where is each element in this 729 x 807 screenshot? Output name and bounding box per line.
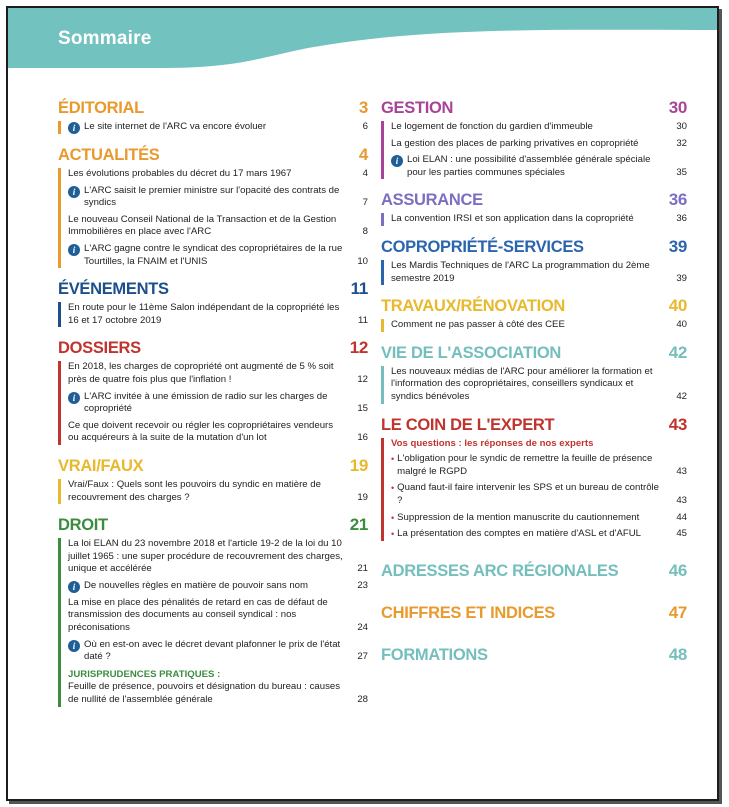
section-page: 47 (668, 602, 687, 622)
section-page: 48 (668, 644, 687, 664)
toc-section-assurance (381, 190, 687, 226)
toc-entry-page: 15 (357, 403, 368, 415)
section-heading-evenements[interactable] (58, 279, 368, 299)
toc-section-actualites (58, 145, 368, 268)
toc-entry[interactable] (391, 482, 687, 507)
header-banner (8, 8, 717, 70)
toc-entry[interactable] (391, 138, 687, 151)
section-title: VRAI/FAUX (58, 456, 144, 475)
section-heading-droit[interactable] (58, 515, 368, 535)
toc-entry-label: Le site internet de l'ARC va encore évoluer (84, 121, 267, 132)
section-title: DOSSIERS (58, 339, 141, 358)
section-page: 43 (668, 414, 687, 434)
toc-right-column (381, 98, 687, 665)
info-icon: i (68, 581, 80, 593)
toc-entry[interactable] (391, 453, 687, 478)
toc-entry-page: 8 (362, 226, 368, 238)
toc-entry-text (68, 302, 354, 327)
toc-section-evenements (58, 279, 368, 327)
toc-entry-page: 10 (357, 255, 368, 267)
section-title: GESTION (381, 99, 454, 117)
section-heading-editorial[interactable] (58, 98, 368, 118)
section-entries (58, 361, 368, 445)
toc-entry-page: 16 (357, 432, 368, 444)
toc-section-travaux (381, 296, 687, 332)
section-page: 30 (668, 98, 687, 117)
toc-entry[interactable] (68, 681, 368, 706)
toc-entry-text (68, 185, 354, 210)
toc-entry-text (391, 154, 673, 179)
section-entries (381, 438, 687, 541)
toc-entry-text (391, 138, 673, 151)
section-title: ACTUALITÉS (58, 146, 160, 164)
bullet-icon: • (391, 529, 395, 540)
toc-section-editorial (58, 98, 368, 134)
toc-entry-text (68, 580, 354, 593)
section-entries (58, 479, 368, 504)
toc-left-column (58, 98, 368, 718)
toc-entry-label: Le logement de fonction du gardien d'immeuble (391, 121, 593, 132)
section-page: 36 (668, 190, 687, 210)
page-frame (6, 6, 719, 801)
toc-entry-text (68, 361, 354, 386)
toc-entry-text (391, 366, 673, 404)
toc-entry[interactable] (68, 639, 368, 664)
section-title: ÉDITORIAL (58, 99, 144, 117)
toc-entry[interactable] (68, 185, 368, 210)
toc-section-dossiers (58, 338, 368, 445)
section-heading-actualites[interactable] (58, 145, 368, 165)
toc-entry-page: 6 (362, 121, 368, 133)
toc-entry-label: Vrai/Faux : Quels sont les pouvoirs du syndic en matière de recouvrement des charges ? (68, 478, 321, 503)
toc-entry-label: Les Mardis Techniques de l'ARC La programmation du 2ème semestre 2019 (391, 259, 650, 284)
toc-entry[interactable] (391, 366, 687, 404)
section-page: 19 (349, 455, 368, 475)
toc-entry[interactable] (391, 512, 687, 525)
toc-entry-label: La loi ELAN du 23 novembre 2018 et l'article 19-2 de la loi du 10 juillet 1965 : une super procédure de recouvrement des charges, unique et accélérée (68, 538, 343, 575)
toc-entry-page: 28 (357, 694, 368, 706)
toc-section-vraifaux (58, 456, 368, 504)
bullet-icon: • (391, 454, 395, 465)
section-page: 12 (349, 338, 368, 358)
toc-entry-text (391, 453, 673, 478)
section-page: 4 (358, 145, 368, 164)
section-title: ADRESSES ARC RÉGIONALES (381, 561, 619, 580)
section-title: COPROPRIÉTÉ-SERVICES (381, 237, 584, 256)
toc-entry-page: 19 (357, 491, 368, 503)
toc-entry-page: 36 (676, 213, 687, 225)
toc-entry-label: La mise en place des pénalités de retard en cas de défaut de transmission des documents au conseil syndical : nos préconisations (68, 596, 328, 634)
section-heading-chiffres[interactable] (381, 603, 687, 623)
section-entries (381, 319, 687, 332)
toc-entry[interactable] (391, 528, 687, 541)
info-icon: i (68, 122, 80, 134)
section-heading-dossiers[interactable] (58, 338, 368, 358)
section-entries (381, 121, 687, 179)
toc-entry-label: La gestion des places de parking privatives en copropriété (391, 137, 639, 149)
toc-entry-text (68, 391, 354, 416)
toc-entry-text (68, 243, 354, 268)
toc-entry[interactable] (68, 361, 368, 386)
section-title: FORMATIONS (381, 645, 488, 664)
toc-entry-label: Le nouveau Conseil National de la Transaction et de la Gestion Immobilières en place avec l'ARC (68, 213, 337, 238)
bullet-icon: • (391, 483, 395, 494)
section-title: LE COIN DE L'EXPERT (381, 415, 555, 434)
info-icon: i (68, 186, 80, 198)
section-title: DROIT (58, 516, 108, 535)
section-page: 42 (668, 342, 687, 362)
section-title: CHIFFRES ET INDICES (381, 603, 555, 622)
toc-entry-page: 40 (676, 319, 687, 331)
toc-entry-label: Quand faut-il faire intervenir les SPS et un bureau de contrôle ? (397, 482, 660, 506)
toc-entry-label: Ce que doivent recevoir ou régler les copropriétaires vendeurs ou acquéreurs à la suite de la mutation d'un lot (68, 419, 334, 444)
toc-entry-label: Feuille de présence, pouvoirs et désignation du bureau : causes de nullité de l'assemblée générale (68, 681, 340, 706)
toc-entry-page: 12 (357, 373, 368, 385)
toc-entry-text (68, 168, 354, 181)
toc-entry-page: 42 (676, 390, 687, 402)
toc-entry-label: La présentation des comptes en matière d'ASL et d'AFUL (397, 528, 641, 540)
toc-entry-page: 39 (676, 272, 687, 284)
section-entries (381, 366, 687, 404)
toc-entry[interactable] (68, 597, 368, 635)
toc-entry-text (391, 512, 673, 525)
toc-entry-page: 27 (357, 651, 368, 663)
section-heading-gestion[interactable] (381, 98, 687, 118)
section-heading-assurance[interactable] (381, 190, 687, 210)
toc-entry-label: La convention IRSI et son application dans la copropriété (391, 213, 634, 225)
toc-entry-page: 44 (676, 511, 687, 523)
toc-entry-label: Les nouveaux médias de l'ARC pour améliorer la formation et l'information des copropriétaires, conseillers syndicaux et syndics bénévoles (391, 365, 653, 402)
toc-entry-page: 11 (358, 314, 368, 326)
jurisprudence-subheading: JURISPRUDENCES PRATIQUES : (68, 668, 221, 680)
section-heading-travaux[interactable] (381, 296, 687, 316)
section-title: TRAVAUX/RÉNOVATION (381, 297, 566, 316)
toc-entry-page: 35 (676, 166, 687, 178)
info-icon: i (68, 392, 80, 404)
toc-entry[interactable] (391, 319, 687, 332)
toc-entry[interactable] (68, 538, 368, 576)
toc-entry-label: De nouvelles règles en matière de pouvoir sans nom (84, 579, 308, 591)
section-subheading: Vos questions : les réponses de nos experts (391, 437, 594, 449)
section-page: 40 (668, 296, 687, 316)
toc-entry-page: 43 (676, 465, 687, 477)
section-title: ÉVÉNEMENTS (58, 280, 169, 299)
toc-entry-text (68, 214, 354, 239)
info-icon: i (391, 155, 403, 167)
section-heading-expert[interactable] (381, 415, 687, 435)
toc-entry[interactable] (391, 121, 687, 134)
toc-entry-label: En route pour le 11ème Salon indépendant de la copropriété les 16 et 17 octobre 2019 (68, 302, 340, 326)
toc-entry-page: 4 (362, 168, 368, 179)
toc-entry-page: 24 (357, 622, 368, 634)
toc-entry-text (391, 319, 673, 332)
toc-entry-text (68, 420, 354, 445)
toc-entry-text (391, 260, 673, 285)
section-entries (58, 538, 368, 707)
toc-entry-text (391, 528, 673, 541)
section-heading-adresses[interactable] (381, 561, 687, 581)
section-page: 3 (358, 98, 368, 117)
toc-entry-page: 23 (357, 580, 368, 592)
toc-entry-label: L'ARC gagne contre le syndicat des copropriétaires de la rue Tourtilles, la FNAIM et l'UNIS (84, 242, 343, 267)
toc-entry-text (68, 639, 354, 664)
section-heading-vraifaux[interactable] (58, 456, 368, 476)
toc-entry-page: 30 (676, 121, 687, 132)
toc-entry-text (68, 597, 354, 635)
toc-section-coprosvc (381, 237, 687, 285)
toc-entry-text (68, 538, 354, 576)
toc-entry-text (68, 479, 354, 504)
section-page: 39 (668, 236, 687, 256)
section-entries (381, 213, 687, 226)
page-title: Sommaire (58, 28, 152, 49)
toc-entry-label: En 2018, les charges de copropriété ont augmenté de 5 % soit près de quatre fois plus que l'inflation ! (68, 361, 334, 385)
toc-entry-label: L'ARC saisit le premier ministre sur l'opacité des contrats de syndics (84, 184, 340, 209)
toc-entry[interactable] (68, 121, 368, 134)
section-entries (58, 302, 368, 327)
toc-entry[interactable] (391, 213, 687, 226)
section-heading-formations[interactable] (381, 645, 687, 665)
toc-entry-label: Où en est-on avec le décret devant plafonner le prix de l'état daté ? (84, 638, 341, 663)
toc-entry-text (391, 121, 673, 134)
toc-entry[interactable] (391, 154, 687, 179)
toc-entry[interactable] (68, 420, 368, 445)
toc-entry-page: 21 (357, 563, 368, 575)
toc-section-expert (381, 415, 687, 541)
toc-entry-text (391, 213, 673, 226)
toc-entry-text (68, 681, 354, 706)
toc-entry-text (391, 482, 673, 507)
section-entries (58, 168, 368, 268)
section-heading-coprosvc[interactable] (381, 237, 687, 257)
toc-entry[interactable] (68, 214, 368, 239)
section-page: 46 (668, 560, 687, 580)
bullet-icon: • (391, 512, 395, 523)
toc-entry-label: Loi ELAN : une possibilité d'assemblée générale spéciale pour les parties communes spéciales (407, 154, 651, 178)
toc-section-vieasso (381, 343, 687, 404)
section-entries (381, 260, 687, 285)
toc-section-gestion (381, 98, 687, 179)
toc-entry[interactable] (68, 479, 368, 504)
toc-entry-page: 32 (676, 137, 687, 149)
toc-entry-page: 43 (676, 494, 687, 506)
section-page: 11 (350, 279, 368, 299)
toc-entry[interactable] (68, 302, 368, 327)
toc-entry-label: Suppression de la mention manuscrite du cautionnement (397, 511, 640, 523)
toc-entry-label: Les évolutions probables du décret du 17 mars 1967 (68, 168, 292, 179)
toc-entry-label: L'obligation pour le syndic de remettre la feuille de présence malgré le RGPD (397, 453, 653, 477)
info-icon: i (68, 244, 80, 256)
section-entries (58, 121, 368, 134)
toc-entry[interactable] (68, 580, 368, 593)
toc-entry[interactable] (68, 391, 368, 416)
toc-entry[interactable] (68, 168, 368, 181)
section-page: 21 (349, 515, 368, 535)
toc-entry-page: 7 (362, 197, 368, 209)
toc-entry-page: 45 (676, 528, 687, 540)
toc-entry[interactable] (391, 260, 687, 285)
toc-section-droit (58, 515, 368, 707)
section-heading-vieasso[interactable] (381, 343, 687, 363)
section-title: ASSURANCE (381, 191, 483, 210)
toc-entry[interactable] (68, 243, 368, 268)
toc-entry-label: L'ARC invitée à une émission de radio sur les charges de copropriété (84, 390, 328, 415)
section-title: VIE DE L'ASSOCIATION (381, 343, 562, 362)
toc-entry-text (68, 121, 354, 134)
info-icon: i (68, 640, 80, 652)
toc-entry-label: Comment ne pas passer à côté des CEE (391, 319, 565, 331)
